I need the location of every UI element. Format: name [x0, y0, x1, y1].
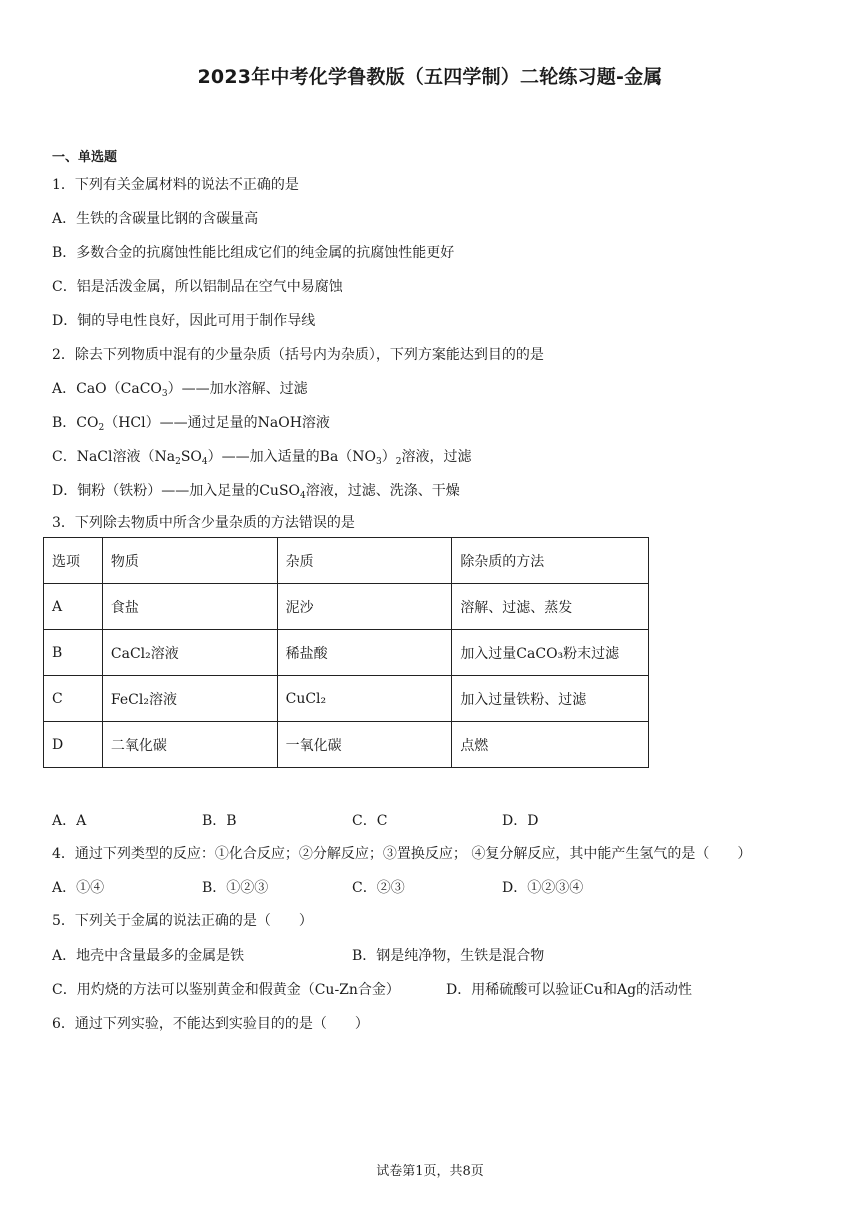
q1-stem: 1．下列有关金属材料的说法不正确的是 [52, 177, 299, 193]
table-cell: CuCl₂ [277, 676, 452, 722]
table-cell: 溶解、过滤、蒸发 [452, 584, 649, 630]
table-cell: D [44, 722, 103, 768]
q5-option-c: C．用灼烧的方法可以鉴别黄金和假黄金（Cu-Zn合金） [52, 982, 400, 998]
q2-option-a: A．CaO（CaCO$_3$）——加水溶解、过滤 [52, 381, 308, 399]
q2-stem: 2．除去下列物质中混有的少量杂质（括号内为杂质），下列方案能达到目的的是 [52, 347, 544, 363]
q5-stem: 5．下列关于金属的说法正确的是（ ） [52, 913, 313, 929]
table-header-cell: 杂质 [277, 538, 452, 584]
table-header-cell: 选项 [44, 538, 103, 584]
table-row [44, 676, 649, 722]
q2-option-d: D．铜粉（铁粉）——加入足量的CuSO$_4$溶液，过滤、洗涤、干燥 [52, 483, 460, 501]
table-row [44, 584, 649, 630]
q2-option-c: C．NaCl溶液$(Na_2SO_4)——$加入适量的$Ba(NO_3)_2$溶液，过滤 [52, 449, 472, 467]
table-cell: 点燃 [452, 722, 649, 768]
q1-option-c: C．铝是活泼金属，所以铝制品在空气中易腐蚀 [52, 279, 343, 295]
q5-option-b: B．钢是纯净物，生铁是混合物 [352, 948, 545, 964]
table-cell: 一氧化碳 [277, 722, 452, 768]
page-footer: 试卷第1页，共8页 [376, 1164, 484, 1179]
q3-stem: 3．下列除去物质中所含少量杂质的方法错误的是 [52, 515, 355, 531]
table-cell: 稀盐酸 [277, 630, 452, 676]
table-cell: 食盐 [102, 584, 277, 630]
table-header-row [44, 538, 649, 584]
table-cell: 加入过量铁粉、过滤 [452, 676, 649, 722]
q3-option-b: B．B [202, 813, 237, 829]
table-header-cell: 物质 [102, 538, 277, 584]
table-cell: B [44, 630, 103, 676]
q1-option-b: B．多数合金的抗腐蚀性能比组成它们的纯金属的抗腐蚀性能更好 [52, 245, 455, 261]
q2-option-b: B．$CO_2(HCl)——$通过足量的NaOH溶液 [52, 415, 330, 433]
q6-stem: 6．通过下列实验，不能达到实验目的的是（ ） [52, 1016, 369, 1032]
table-cell: 泥沙 [277, 584, 452, 630]
q1-option-d: D．铜的导电性良好，因此可用于制作导线 [52, 313, 316, 329]
table-cell: CaCl₂溶液 [102, 630, 277, 676]
table-cell: FeCl₂溶液 [102, 676, 277, 722]
q3-option-c: C．C [352, 813, 388, 829]
table-cell: C [44, 676, 103, 722]
q4-option-a: A．①④ [52, 880, 105, 896]
q4-option-b: B．①②③ [202, 880, 269, 896]
table-cell: 加入过量CaCO₃粉末过滤 [452, 630, 649, 676]
q3-option-a: A．A [52, 813, 87, 829]
table-header-cell: 除杂质的方法 [452, 538, 649, 584]
table-row [44, 630, 649, 676]
q1-option-a: A．生铁的含碳量比钢的含碳量高 [52, 211, 259, 227]
table-cell: 二氧化碳 [102, 722, 277, 768]
page-title: 2023年中考化学鲁教版（五四学制）二轮练习题-金属 [197, 66, 663, 88]
q3-option-d: D．D [502, 813, 539, 829]
q4-option-c: C．②③ [352, 880, 405, 896]
q4-option-d: D．①②③④ [502, 880, 584, 896]
section-heading: 一、单选题 [52, 150, 118, 165]
q5-option-a: A．地壳中含量最多的金属是铁 [52, 948, 245, 964]
q3-table [43, 537, 649, 768]
q4-stem: 4．通过下列类型的反应：①化合反应；②分解反应；③置换反应； ④复分解反应，其中能产生氢气的是（ ） [52, 846, 752, 862]
table-row [44, 722, 649, 768]
table-cell: A [44, 584, 103, 630]
q5-option-d: D．用稀硫酸可以验证Cu和Ag的活动性 [446, 982, 693, 998]
